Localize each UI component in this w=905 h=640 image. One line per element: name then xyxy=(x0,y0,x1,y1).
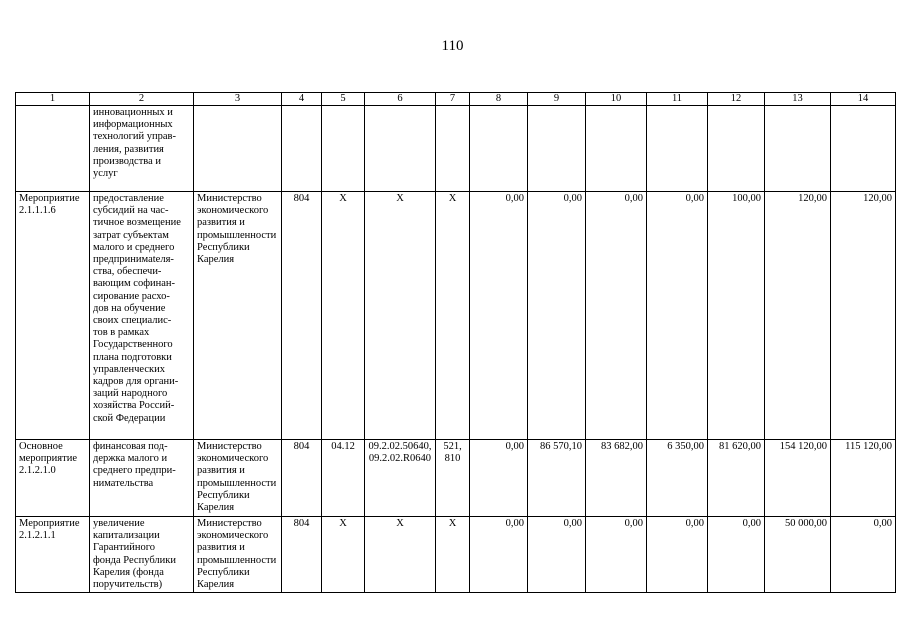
table-row xyxy=(16,106,896,192)
cell-executor: Министерство экономического развития и промышленности Республики Карелия xyxy=(194,440,282,517)
cell-code xyxy=(16,106,90,192)
cell-col4 xyxy=(282,106,322,192)
column-header: 1 xyxy=(16,93,90,106)
page-number: 110 xyxy=(441,38,464,54)
column-header: 2 xyxy=(90,93,194,106)
cell-col12: 0,00 xyxy=(708,517,765,593)
cell-col9: 0,00 xyxy=(528,192,586,440)
cell-col7: Х xyxy=(436,192,470,440)
cell-col5: Х xyxy=(322,192,365,440)
cell-col4: 804 xyxy=(282,517,322,593)
cell-col11 xyxy=(647,106,708,192)
cell-col7: 521, 810 xyxy=(436,440,470,517)
cell-col14: 115 120,00 xyxy=(831,440,896,517)
cell-col8: 0,00 xyxy=(470,517,528,593)
cell-col10: 83 682,00 xyxy=(586,440,647,517)
cell-col7: Х xyxy=(436,517,470,593)
cell-col12 xyxy=(708,106,765,192)
cell-col9: 86 570,10 xyxy=(528,440,586,517)
cell-code: Мероприятие 2.1.1.1.6 xyxy=(16,192,90,440)
cell-description: увеличение капитализации Гарантийного фонда Республики Карелия (фонда поручительств) xyxy=(90,517,194,593)
cell-description: предоставление субсидий на час- тичное возмещение затрат субъектам малого и среднего предпринимatеля- ства, обеспечи- вающим софинан- сирование расхо- дов на обучение своих специалис- тов в рамках Государственного плана подготовки управленческих кадров для органи- заций народного хозяйства Россий- ской Федерации xyxy=(90,192,194,440)
cell-col6: 09.2.02.50640, 09.2.02.R0640 xyxy=(365,440,436,517)
cell-executor: Министерство экономического развития и промышленности Республики Карелия xyxy=(194,517,282,593)
cell-col10: 0,00 xyxy=(586,192,647,440)
program-table xyxy=(15,92,896,593)
column-header: 11 xyxy=(647,93,708,106)
cell-col6: Х xyxy=(365,192,436,440)
column-header: 7 xyxy=(436,93,470,106)
cell-col8: 0,00 xyxy=(470,440,528,517)
column-header: 3 xyxy=(194,93,282,106)
cell-col14: 0,00 xyxy=(831,517,896,593)
column-header: 9 xyxy=(528,93,586,106)
column-header: 6 xyxy=(365,93,436,106)
column-header: 14 xyxy=(831,93,896,106)
cell-col14 xyxy=(831,106,896,192)
column-header: 10 xyxy=(586,93,647,106)
column-header: 12 xyxy=(708,93,765,106)
cell-col13: 154 120,00 xyxy=(765,440,831,517)
cell-executor: Министерство экономического развития и промышленности Республики Карелия xyxy=(194,192,282,440)
cell-col6: Х xyxy=(365,517,436,593)
cell-col6 xyxy=(365,106,436,192)
cell-col4: 804 xyxy=(282,440,322,517)
table-row xyxy=(16,517,896,593)
cell-code: Мероприятие 2.1.2.1.1 xyxy=(16,517,90,593)
cell-code: Основное мероприятие 2.1.2.1.0 xyxy=(16,440,90,517)
cell-col8 xyxy=(470,106,528,192)
cell-col13: 50 000,00 xyxy=(765,517,831,593)
cell-col9: 0,00 xyxy=(528,517,586,593)
cell-col10 xyxy=(586,106,647,192)
cell-col10: 0,00 xyxy=(586,517,647,593)
cell-col11: 0,00 xyxy=(647,517,708,593)
cell-col7 xyxy=(436,106,470,192)
column-header: 8 xyxy=(470,93,528,106)
cell-description: инновационных и информационных технологий управ- ления, развития производства и услуг xyxy=(90,106,194,192)
cell-col9 xyxy=(528,106,586,192)
cell-col12: 100,00 xyxy=(708,192,765,440)
cell-col13: 120,00 xyxy=(765,192,831,440)
cell-col13 xyxy=(765,106,831,192)
cell-description: финансовая под- держка малого и среднего предпри- нимательства xyxy=(90,440,194,517)
column-header: 5 xyxy=(322,93,365,106)
cell-col4: 804 xyxy=(282,192,322,440)
cell-col5 xyxy=(322,106,365,192)
cell-col5: Х xyxy=(322,517,365,593)
column-header: 4 xyxy=(282,93,322,106)
cell-col11: 6 350,00 xyxy=(647,440,708,517)
column-number-row xyxy=(16,93,896,106)
column-header: 13 xyxy=(765,93,831,106)
cell-col8: 0,00 xyxy=(470,192,528,440)
cell-col14: 120,00 xyxy=(831,192,896,440)
table-row xyxy=(16,440,896,517)
cell-col12: 81 620,00 xyxy=(708,440,765,517)
table-row xyxy=(16,192,896,440)
cell-col5: 04.12 xyxy=(322,440,365,517)
cell-col11: 0,00 xyxy=(647,192,708,440)
cell-executor xyxy=(194,106,282,192)
